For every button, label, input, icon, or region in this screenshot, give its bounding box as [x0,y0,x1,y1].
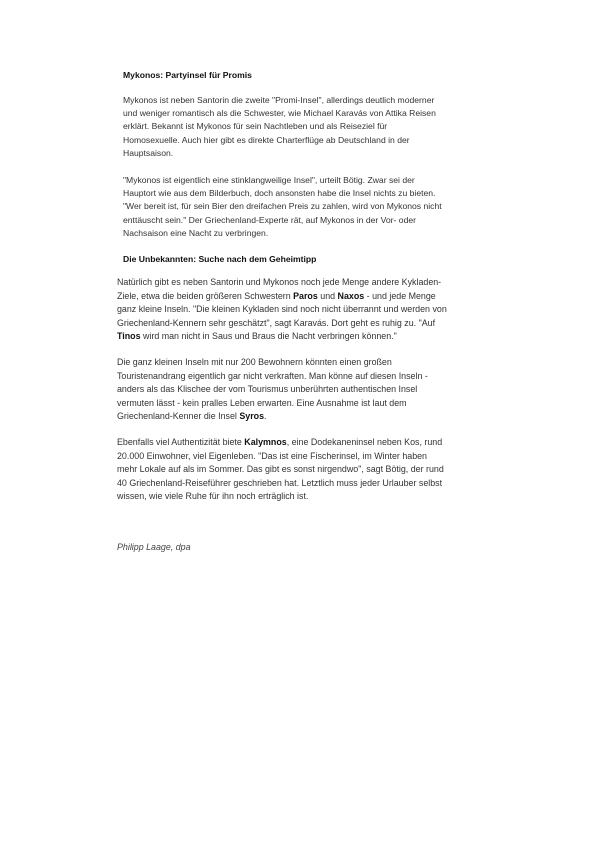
paragraph-mykonos-quote [123,174,442,240]
island-name-kalymnos: Kalymnos [244,437,287,447]
text-line [117,290,447,304]
text-line: enttäuscht sein." Der Griechenland-Experte rät, auf Mykonos in der Vor- oder [123,214,416,225]
text-line: anders als das Klischee der vom Tourismus unberührten authentischen Insel [117,384,418,395]
text-line: wissen, wie viele Ruhe für ihn noch erträglich ist. [117,491,309,502]
text-line: und weniger romantisch als die Schwester, wie Michael Karavás von Attika Reisen [123,108,436,119]
text-fragment: wird man nicht in Saus und Braus die Nacht verbringen können." [140,331,397,342]
text-fragment: , eine Dodekaneninsel neben Kos, rund [286,437,443,447]
text-fragment: Ebenfalls viel Authentizität biete [117,437,245,447]
text-line: "Mykonos ist eigentlich eine stinklangweilige Insel", urteilt Bötig. Zwar sei der [123,175,415,185]
text-fragment: und [317,290,338,301]
section-heading-unbekannten: Die Unbekannten: Suche nach dem Geheimtipp [123,254,317,264]
text-line: Hauptsaison. [123,147,174,158]
text-line: "Wer bereit ist, für sein Bier den dreifachen Preis zu zahlen, wird von Mykonos nicht [123,201,442,212]
text-line: Natürlich gibt es neben Santorin und Mykonos noch jede Menge andere Kykladen- [117,277,442,287]
island-name-paros: Paros [293,290,318,301]
island-name-tinos: Tinos [117,331,141,342]
text-line: Homosexuelle. Auch hier gibt es direkte Charterflüge ab Deutschland in der [123,134,410,145]
text-fragment: - und jede Menge [364,290,436,301]
text-line [117,436,444,450]
text-line: Hauptort wie aus dem Bilderbuch, doch ansonsten habe die Insel nichts zu bieten. [123,188,436,199]
text-line: Touristenandrang eigentlich gar nicht verkraften. Man könne auf diesen Inseln - [117,370,428,381]
text-line: Nachsaison eine Nacht zu verbringen. [123,227,269,238]
island-name-syros: Syros [239,411,265,422]
text-line: Die ganz kleinen Inseln mit nur 200 Bewohnern könnten einen großen [117,357,392,367]
text-line: Griechenland-Kennern sehr geschätzt", sagt Karavás. Dort geht es ruhig zu. "Auf [117,317,436,328]
text-line: erklärt. Bekannt ist Mykonos für sein Nachtleben und als Reiseziel für [123,121,388,132]
paragraph-mykonos-intro [123,94,436,160]
text-line: vermuten lässt - kein pralles Leben erwarten. Eine Ausnahme ist laut dem [117,397,407,408]
paragraph-kykladen-ziele [117,276,447,344]
text-line [117,410,428,424]
section-heading-mykonos: Mykonos: Partyinsel für Promis [123,70,252,80]
text-fragment: Ziele, etwa die beiden größeren Schwestern [117,290,294,301]
paragraph-kleine-inseln [117,356,428,424]
text-line: ganz kleine Inseln. "Die kleinen Kykladen sind noch nicht überrannt und werden von [117,304,447,315]
text-line [117,330,447,344]
text-fragment: . [264,411,267,422]
text-line: mehr Lokale auf als im Sommer. Das gibt es sonst nirgendwo", sagt Bötig, der rund [117,464,444,475]
island-name-naxos: Naxos [337,290,365,301]
text-line: Mykonos ist neben Santorin die zweite "Promi-Insel", allerdings deutlich moderner [123,95,435,105]
author-byline: Philipp Laage, dpa [117,542,191,552]
paragraph-kalymnos [117,436,444,504]
text-fragment: Griechenland-Kenner die Insel [117,411,240,422]
text-line: 20.000 Einwohner, viel Eigenleben. "Das ist eine Fischerinsel, im Winter haben [117,450,427,461]
text-line: 40 Griechenland-Reiseführer geschrieben hat. Letztlich muss jeder Urlauber selbst [117,477,443,488]
